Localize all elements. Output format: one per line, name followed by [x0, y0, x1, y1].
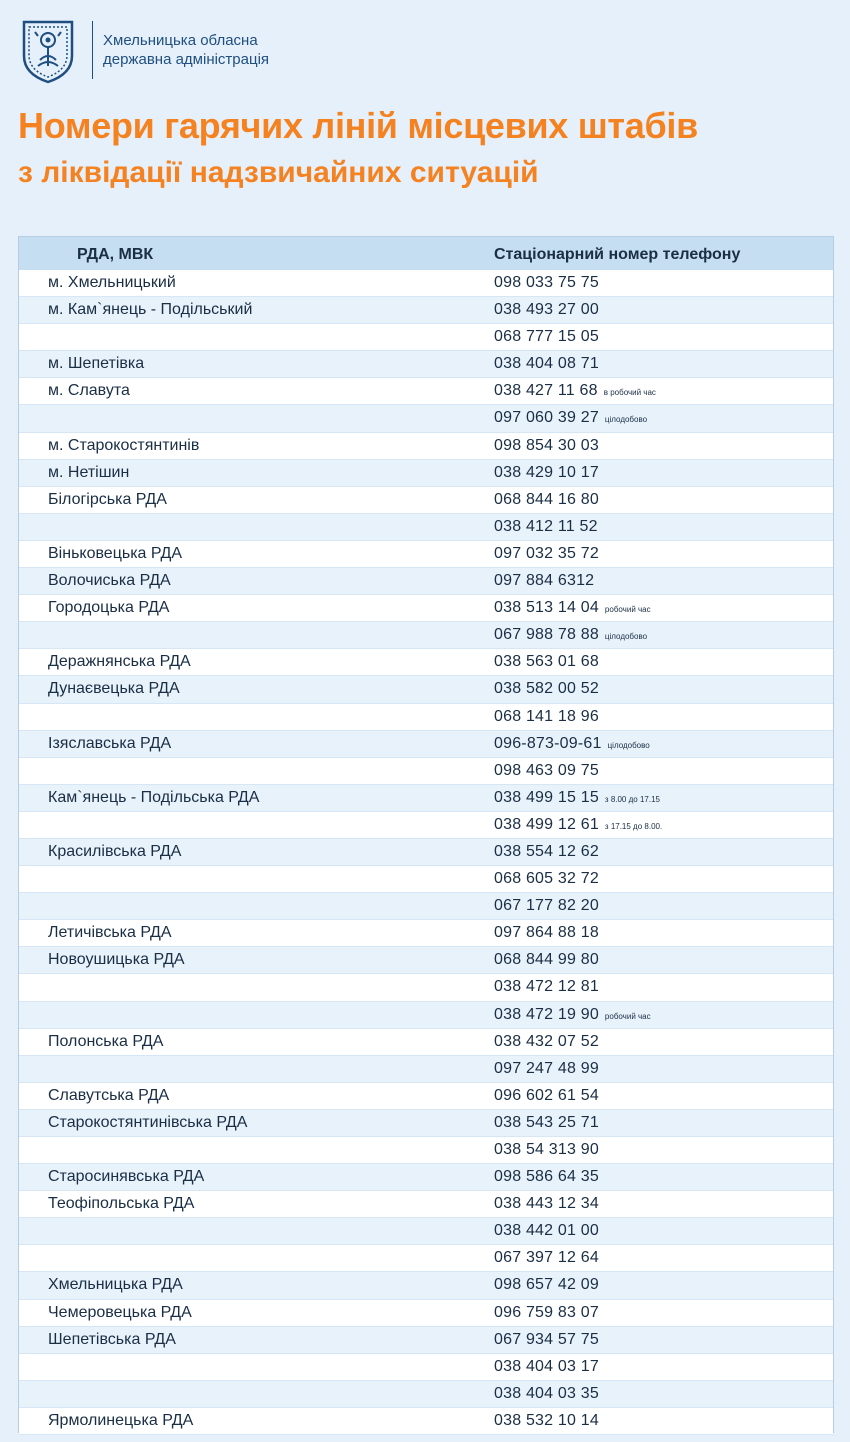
district-name: Старокостянтинівська РДА: [48, 1113, 248, 1131]
table-row: [19, 839, 833, 866]
phone-cell: [494, 491, 599, 509]
district-name: м. Хмельницький: [48, 274, 176, 291]
column-header-phone: Стаціонарний номер телефону: [494, 246, 741, 263]
phone-note: цілодобово: [607, 740, 650, 750]
phone-number: 038 493 27 00: [494, 301, 599, 319]
phone-number: 038 472 12 81: [494, 978, 599, 996]
phone-note: цілодобово: [604, 632, 648, 642]
phone-cell: [494, 1195, 599, 1213]
phone-cell: [494, 816, 662, 834]
phone-note: цілодобово: [604, 415, 648, 425]
phone-number: 038 543 25 71: [494, 1113, 599, 1131]
phone-note: в робочий час: [603, 388, 656, 398]
phone-cell: [494, 1358, 599, 1376]
phone-number: 038 563 01 68: [494, 653, 599, 671]
table-row: [19, 920, 833, 947]
phone-cell: [494, 1276, 599, 1294]
phone-cell: [494, 870, 599, 888]
table-row: [19, 1164, 833, 1191]
table-row: [19, 866, 833, 893]
phone-number: 038 472 19 90: [494, 1005, 599, 1023]
phone-cell: [494, 843, 599, 861]
table-row: [19, 351, 833, 378]
phone-cell: [494, 572, 594, 590]
phone-cell: [494, 680, 599, 698]
page-title: Номери гарячих ліній місцевих штабів: [18, 105, 698, 146]
phone-number: 038 412 11 52: [494, 517, 598, 535]
organization-name: [103, 31, 269, 69]
table-row: [19, 1218, 833, 1245]
district-name: Чемеровецька РДА: [48, 1303, 192, 1321]
header-divider: [92, 21, 93, 79]
phone-cell: [494, 274, 599, 292]
district-name: Деражнянська РДА: [48, 653, 191, 671]
table-row: [19, 947, 833, 974]
phone-number: 068 605 32 72: [494, 870, 599, 888]
table-row: [19, 1137, 833, 1164]
phone-cell: [494, 708, 599, 726]
phone-number: 098 586 64 35: [494, 1168, 599, 1186]
phone-number: 097 247 48 99: [494, 1059, 599, 1077]
phone-number: 098 463 09 75: [494, 761, 599, 779]
phone-cell: [494, 924, 599, 942]
district-name: Красилівська РДА: [48, 842, 182, 860]
table-row: [19, 731, 833, 758]
phone-cell: [494, 599, 651, 617]
district-name: м. Нетішин: [48, 463, 130, 481]
district-name: Новоушицька РДА: [48, 951, 185, 969]
phone-cell: [494, 409, 647, 427]
phone-number: 097 864 88 18: [494, 924, 599, 942]
table-row: [19, 758, 833, 785]
phone-number: 038 432 07 52: [494, 1032, 599, 1050]
district-name: Шепетівська РДА: [48, 1330, 176, 1348]
phone-cell: [494, 1033, 599, 1051]
hotline-table: [18, 236, 834, 1433]
phone-cell: [494, 355, 599, 373]
phone-cell: [494, 789, 660, 807]
district-name: Кам`янець - Подільська РДА: [48, 788, 260, 806]
phone-number: 067 397 12 64: [494, 1249, 599, 1267]
phone-number: 097 884 6312: [494, 572, 595, 590]
phone-note: з 17.15 до 8.00.: [604, 821, 663, 831]
phone-number: 067 988 78 88: [494, 626, 599, 644]
table-row: [19, 297, 833, 324]
district-name: Дунаєвецька РДА: [48, 680, 180, 698]
table-row: [19, 487, 833, 514]
phone-number: 038 499 15 15: [494, 788, 599, 806]
phone-cell: [494, 978, 599, 996]
table-row: [19, 405, 833, 432]
district-name: Летичівська РДА: [48, 924, 172, 942]
phone-cell: [494, 1385, 599, 1403]
phone-cell: [494, 1222, 599, 1240]
phone-cell: [494, 1331, 599, 1349]
table-row: [19, 704, 833, 731]
district-name: Ярмолинецька РДА: [48, 1411, 194, 1429]
phone-cell: [494, 653, 599, 671]
phone-number: 038 427 11 68: [494, 382, 598, 400]
table-row: [19, 649, 833, 676]
table-row: [19, 622, 833, 649]
phone-cell: [494, 518, 598, 536]
phone-cell: [494, 382, 656, 400]
phone-number: 038 404 03 17: [494, 1357, 599, 1375]
district-name: Хмельницька РДА: [48, 1276, 183, 1294]
district-name: Віньковецька РДА: [48, 544, 182, 562]
phone-cell: [494, 735, 650, 753]
district-name: Ізяславська РДА: [48, 734, 172, 752]
phone-number: 068 844 16 80: [494, 490, 599, 508]
phone-number: 068 141 18 96: [494, 707, 599, 725]
phone-number: 098 657 42 09: [494, 1276, 599, 1294]
district-name: Славутська РДА: [48, 1086, 170, 1104]
phone-cell: [494, 1114, 599, 1132]
table-row: [19, 1408, 833, 1435]
phone-cell: [494, 328, 599, 346]
table-row: [19, 812, 833, 839]
table-row: [19, 378, 833, 405]
phone-note: з 8.00 до 17.15: [604, 794, 660, 804]
table-header: [19, 237, 833, 270]
table-row: [19, 1002, 833, 1029]
table-row: [19, 595, 833, 622]
phone-number: 067 177 82 20: [494, 897, 599, 915]
table-row: [19, 1110, 833, 1137]
district-name: м. Шепетівка: [48, 355, 145, 373]
phone-cell: [494, 1141, 599, 1159]
phone-cell: [494, 626, 647, 644]
table-row: [19, 974, 833, 1001]
org-line-1: Хмельницька обласна: [103, 32, 258, 49]
phone-cell: [494, 1087, 599, 1105]
table-row: [19, 270, 833, 297]
table-row: [19, 433, 833, 460]
phone-number: 038 554 12 62: [494, 842, 599, 860]
phone-number: 096 759 83 07: [494, 1303, 599, 1321]
district-name: Городоцька РДА: [48, 599, 170, 617]
phone-number: 097 032 35 72: [494, 544, 599, 562]
table-row: [19, 1272, 833, 1299]
district-name: Білогірська РДА: [48, 490, 167, 508]
district-name: м. Кам`янець - Подільський: [48, 301, 253, 319]
district-name: м. Старокостянтинів: [48, 436, 200, 454]
phone-number: 098 033 75 75: [494, 274, 599, 291]
table-row: [19, 460, 833, 487]
phone-number: 038 513 14 04: [494, 599, 599, 617]
phone-number: 097 060 39 27: [494, 409, 599, 427]
phone-number: 038 499 12 61: [494, 815, 599, 833]
table-row: [19, 568, 833, 595]
phone-cell: [494, 1168, 599, 1186]
phone-cell: [494, 1006, 651, 1024]
phone-number: 038 582 00 52: [494, 680, 599, 698]
table-row: [19, 1056, 833, 1083]
table-row: [19, 893, 833, 920]
phone-cell: [494, 762, 599, 780]
table-row: [19, 1083, 833, 1110]
phone-number: 098 854 30 03: [494, 436, 599, 454]
phone-cell: [494, 464, 599, 482]
table-row: [19, 1300, 833, 1327]
page-subtitle: з ліквідації надзвичайних ситуацій: [18, 156, 539, 189]
phone-number: 038 54 313 90: [494, 1141, 599, 1158]
phone-cell: [494, 1249, 599, 1267]
phone-cell: [494, 897, 599, 915]
table-row: [19, 1245, 833, 1272]
phone-cell: [494, 437, 599, 455]
phone-number: 038 443 12 34: [494, 1195, 599, 1213]
phone-number: 068 844 99 80: [494, 951, 599, 969]
phone-number: 096 602 61 54: [494, 1086, 599, 1104]
district-name: Старосинявська РДА: [48, 1168, 205, 1186]
phone-number: 067 934 57 75: [494, 1330, 599, 1348]
phone-cell: [494, 951, 599, 969]
table-body: [19, 270, 833, 1435]
phone-number: 068 777 15 05: [494, 328, 599, 346]
org-line-2: державна адміністрація: [103, 51, 270, 68]
phone-cell: [494, 1060, 599, 1078]
phone-note: робочий час: [604, 1011, 651, 1021]
column-header-district: РДА, МВК: [77, 246, 154, 263]
district-name: м. Славута: [48, 382, 130, 400]
phone-number: 038 404 08 71: [494, 355, 599, 373]
table-row: [19, 514, 833, 541]
header: [18, 12, 269, 88]
phone-number: 038 429 10 17: [494, 463, 599, 481]
table-row: [19, 785, 833, 812]
table-row: [19, 324, 833, 351]
table-row: [19, 676, 833, 703]
table-row: [19, 1381, 833, 1408]
phone-cell: [494, 301, 599, 319]
district-name: Полонська РДА: [48, 1032, 164, 1050]
coat-of-arms-icon: [18, 16, 78, 84]
phone-number: 038 404 03 35: [494, 1384, 599, 1402]
district-name: Теофіпольська РДА: [48, 1195, 195, 1213]
phone-number: 038 532 10 14: [494, 1411, 599, 1429]
phone-note: робочий час: [604, 605, 651, 615]
phone-number: 096-873-09-61: [494, 734, 602, 752]
district-name: Волочиська РДА: [48, 572, 171, 590]
table-row: [19, 1029, 833, 1056]
table-row: [19, 1354, 833, 1381]
phone-number: 038 442 01 00: [494, 1222, 599, 1240]
phone-cell: [494, 545, 599, 563]
phone-cell: [494, 1304, 599, 1322]
table-row: [19, 1191, 833, 1218]
phone-cell: [494, 1412, 599, 1430]
table-row: [19, 541, 833, 568]
table-row: [19, 1327, 833, 1354]
